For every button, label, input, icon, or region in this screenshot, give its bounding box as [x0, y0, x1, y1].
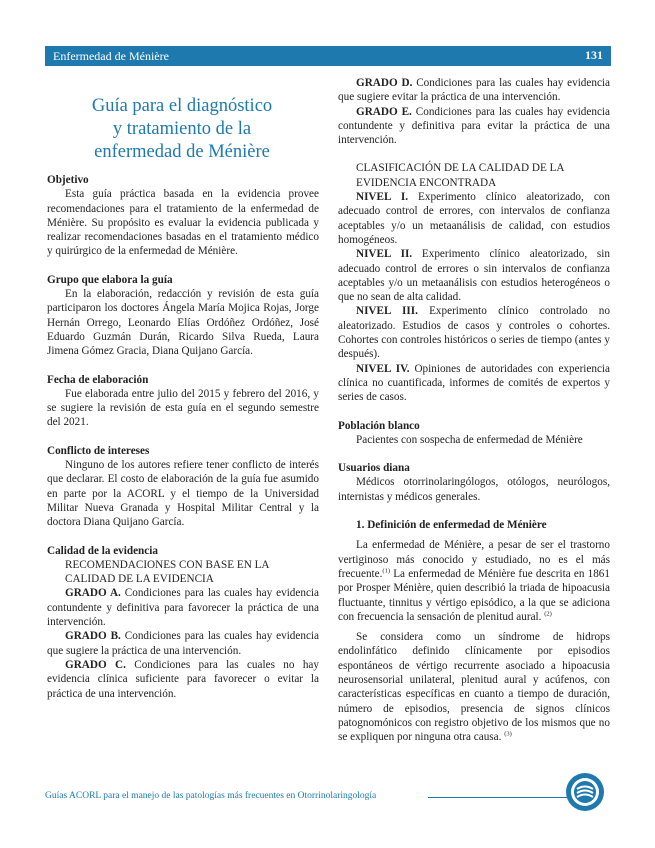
title-line-2: y tratamiento de la: [112, 119, 252, 139]
acorl-logo-icon: [565, 772, 605, 812]
section-heading-objetivo: Objetivo: [47, 174, 89, 186]
nivel-4: NIVEL IV. Opiniones de autoridades con experiencia clínica no cuantificada, informes de comités de expertos y series de casos.: [338, 362, 611, 404]
classification-caption: CLASIFICACIÓN DE LA CALIDAD DE LA EVIDENCIA ENCONTRADA: [356, 162, 564, 189]
section-heading-definicion: 1. Definición de enfermedad de Ménière: [356, 519, 547, 532]
page-number: 131: [585, 48, 603, 62]
nivel-3: NIVEL III. Experimento clínico controlado no aleatorizado. Estudios de casos y controles o cohortes. Cohortes con controles históricos o series de tiempo (antes y después).: [338, 305, 610, 361]
section-heading-usuarios: Usuarios diana: [338, 462, 410, 475]
reference-1: (1): [382, 567, 390, 575]
section-heading-fecha: Fecha de elaboración: [47, 373, 149, 386]
grado-c: GRADO C. Condiciones para las cuales no hay evidencia clínica suficiente para favorecer o evitar la práctica de una intervención.: [47, 658, 319, 700]
footer-rule: [428, 797, 568, 798]
paragraph-grupo: En la elaboración, redacción y revisión de esta guía participaron los doctores Ángela María Mojica Rojas, Jorge Hernán Orrego, Leonardo Elías Ordóñez Ordóñez, José Eduardo Guzmán Durán, Ricardo Silva Rueda, Laura Jimena Gómez Gracia, Diana Quijano García.: [47, 288, 319, 358]
grado-e: GRADO E. Condiciones para las cuales hay evidencia contundente y definitiva para evitar la práctica de una intervención.: [338, 105, 611, 147]
title-line-3: enfermedad de Ménière: [94, 142, 270, 162]
section-heading-poblacion: Población blanco: [338, 419, 420, 432]
grado-b: GRADO B. Condiciones para las cuales hay evidencia que sugiere la práctica de una intervención.: [47, 630, 320, 657]
paragraph-definicion-1: La enfermedad de Ménière, a pesar de ser el trastorno vertiginoso más conocido y estudiado, no es el más frecuente.$^{(1)}$ La enfermedad de Ménière fue descrita en 1861 por Prosper Ménière, quien describió la triada de hipoacusia fluctuante, tinnitus y vértigo episódico, a la que se adiciona con frecuencia la sensación de plenitud aural. $^{(2)}$: [338, 539, 610, 623]
nivel-2: NIVEL II. Experimento clínico aleatorizado, sin adecuado control de errores o sin intervalos de confianza aceptables y/o un metaanálisis con estudios heterogéneos o que no sean de alta calidad.: [338, 248, 610, 304]
nivel-1: NIVEL I. Experimento clínico aleatorizado, con adecuado control de errores, con intervalos de confianza aceptables y/o un metaanálisis de calidad, con estudios homogéneos.: [338, 191, 610, 246]
right-column: [338, 76, 610, 744]
paragraph-definicion-2: Se considera como un síndrome de hidrops endolinfático definido clínicamente por episodios espontáneos de vértigo recurrente asociado a hipoacusia neurosensorial unilateral, plenitud aural y acúfenos, con características específicas en cuanto a tiempo de duración, número de episodios, presencia de signos clínicos patognomónicos con registro objetivo de los mismos que no se expliquen por ninguna otra causa. $^{(3)}$: [338, 631, 610, 744]
title-line-1: Guía para el diagnóstico: [91, 96, 273, 116]
page-title: [72, 95, 292, 164]
footer-text: Guías ACORL para el manejo de las patologías más frecuentes en Otorrinolaringología: [45, 791, 377, 801]
paragraph-fecha: Fue elaborada entre julio del 2015 y febrero del 2016, y se sugiere la revisión de esta guía en el segundo semestre del 2021.: [47, 387, 319, 429]
grado-a: GRADO A. Condiciones para las cuales hay evidencia contundente y definitiva para favorecer la práctica de una intervención.: [47, 587, 320, 629]
recommendations-caption: RECOMENDACIONES CON BASE EN LA CALIDAD DE LA EVIDENCIA: [65, 558, 269, 586]
paragraph-conflicto: Ninguno de los autores refiere tener conflicto de interés que declarar. El costo de elaboración de la guía fue asumido en parte por la ACORL y el tiempo de la Universidad Militar Nueva Granada y Hospital Militar Central y la doctora Diana Quijano García.: [47, 459, 319, 529]
reference-3: (3): [504, 730, 512, 738]
running-header: [45, 46, 611, 66]
left-column: [47, 173, 319, 701]
section-heading-grupo: Grupo que elabora la guía: [47, 273, 173, 286]
paragraph-poblacion: Pacientes con sospecha de enfermedad de Ménière: [356, 433, 583, 446]
section-heading-conflicto: Conflicto de intereses: [47, 444, 150, 457]
running-title: Enfermedad de Ménière: [53, 49, 169, 63]
paragraph-usuarios: Médicos otorrinolaringólogos, otólogos, neurólogos, internistas y médicos generales.: [338, 476, 610, 503]
reference-2: (2): [544, 610, 552, 618]
section-heading-calidad: Calidad de la evidencia: [47, 544, 158, 557]
paragraph-objetivo: Esta guía práctica basada en la evidencia provee recomendaciones para el tratamiento de la enfermedad de Ménière. Su propósito es evaluar la evidencia publicada y realizar recomendaciones basadas en el tratamiento médico y quirúrgico de la enfermedad de Ménière.: [47, 188, 319, 258]
grado-d: GRADO D. Condiciones para las cuales hay evidencia que sugiere evitar la práctica de una intervención.: [338, 77, 610, 104]
